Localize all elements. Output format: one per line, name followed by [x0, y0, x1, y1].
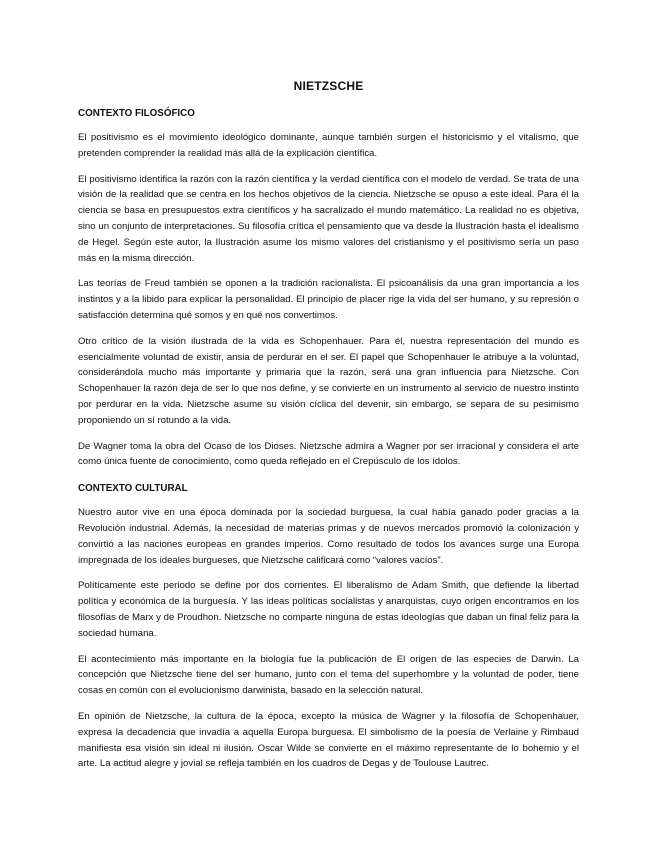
section-contexto-cultural: [78, 482, 579, 772]
document-page: [78, 0, 579, 772]
paragraph: El acontecimiento más importante en la biología fue la publicación de El origen de las especies de Darwin. La concepción que Nietzsche tiene del ser humano, junto con el tema del superhombre y la voluntad de poder, tiene cosas en común con el evolucionismo darwinista, basado en la selección natural.: [78, 653, 579, 697]
section-heading: CONTEXTO FILOSÓFICO: [78, 108, 195, 119]
paragraph: De Wagner toma la obra del Ocaso de los Dioses. Nietzsche admira a Wagner por ser irracional y considera el arte como única fuente de conocimiento, como queda reflejado en el Crepúsculo de los ídolos.: [78, 440, 579, 468]
document-title: NIETZSCHE: [293, 79, 364, 93]
paragraph: En opinión de Nietzsche, la cultura de la época, excepto la música de Wagner y la filosofía de Schopenhauer, expresa la decadencia que invadía a aquella Europa burguesa. El simbolismo de la poesía de Verlaine y Rimbaud manifiesta esa visión sin ideal ni ilusión. Oscar Wilde se convierte en el máximo representante de lo bohemio y el arte. La actitud alegre y jovial se refleja también en los cuadros de Degas y de Toulouse Lautrec.: [78, 710, 579, 770]
section-contexto-filosofico: [78, 107, 579, 470]
paragraph: Nuestro autor vive en una época dominada por la sociedad burguesa, la cual había ganado poder gracias a la Revolución industrial. Además, la necesidad de materias primas y de nuevos mercados promovió la colonización y convirtió a las naciones europeas en grandes imperios. Como resultado de todos los avances surge una Europa impregnada de los ideales burgueses, que Nietzsche calificará como “valores vacíos”.: [78, 507, 579, 566]
paragraph: Las teorías de Freud también se oponen a la tradición racionalista. El psicoanálisis da una gran importancia a los instintos y a la libido para explicar la personalidad. El principio de placer rige la vida del ser humano, y su represión o satisfacción determina qué somos y en qué nos convertimos.: [78, 278, 579, 321]
paragraph: Otro crítico de la visión ilustrada de la vida es Schopenhauer. Para él, nuestra representación del mundo es esencialmente voluntad de existir, ansia de perdurar en el ser. El papel que Schopenhauer le atribuye a la voluntad, considerándola mucho más importante y primaria que la razón, será una gran influencia para Nietzsche. Con Schopenhauer la razón deja de ser lo que nos define, y se convierte en un instrumento al servicio de nuestro instinto por perdurar en la vida. Nietzsche asume su visión cíclica del devenir, sin embargo, se separa de su pesimismo proponiendo un sí rotundo a la vida.: [78, 335, 579, 426]
section-heading: CONTEXTO CULTURAL: [78, 483, 188, 495]
paragraph: El positivismo es el movimiento ideológico dominante, aunque también surgen el historicismo y el vitalismo, que pretenden comprender la realidad más allá de la explicación científica.: [78, 132, 579, 159]
paragraph: El positivismo identifica la razón con la razón científica y la verdad científica con el modelo de verdad. Se trata de una visión de la realidad que se centra en los hechos objetivos de la ciencia. Nietzsche se opuso a este ideal. Para él la ciencia se basa en presupuestos extra científicos y ha sacralizado el mundo matemático. La realidad no es objetiva, sino un conjunto de interpretaciones. Su filosofía crítica el pensamiento que va desde la Ilustración hasta el idealismo de Hegel. Según este autor, la Ilustración asume los mismo valores del cristianismo y el positivismo sería un paso más en la misma dirección.: [78, 173, 579, 264]
paragraph: Políticamente este periodo se define por dos corrientes. El liberalismo de Adam Smith, que defiende la libertad política y económica de la burguesía. Y las ideas políticas socialistas y anarquistas, cuyo origen encontramos en los filosofías de Marx y de Proudhon. Nietzsche no comparte ninguna de estas ideologías que daban un final feliz para la sociedad humana.: [78, 580, 579, 639]
